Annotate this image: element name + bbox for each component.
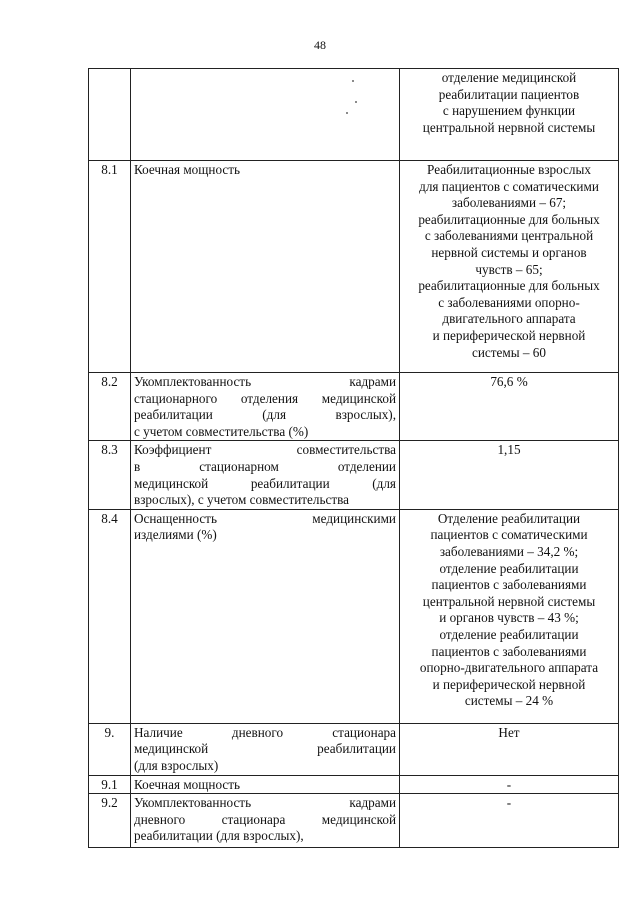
indicator-value <box>400 775 619 794</box>
indicator-value-line: реабилитационные для больных <box>418 278 600 294</box>
indicator-name-line: Оснащенность медицинскими <box>134 510 396 526</box>
indicator-name-line: Наличие дневного стационара <box>134 724 396 740</box>
indicator-value-line: и органов чувств – 43 %; <box>439 610 579 626</box>
table-row <box>89 161 619 373</box>
table-row <box>89 794 619 848</box>
indicator-name-line: Коэффициент совместительства <box>134 442 396 458</box>
indicator-value-line: пациентов с заболеваниями <box>431 577 587 593</box>
row-number: 8.4 <box>89 509 131 723</box>
scan-speck <box>355 101 357 103</box>
indicator-name-line: Укомплектованность кадрами <box>134 795 396 811</box>
indicator-name <box>131 373 400 441</box>
indicator-name-line: стационарного отделения медицинской <box>134 390 396 406</box>
indicator-value-line: отделение реабилитации <box>439 626 579 642</box>
indicator-value-line: отделение медицинской <box>441 70 577 85</box>
indicator-value-line: заболеваниями – 34,2 %; <box>439 543 579 559</box>
indicator-value <box>400 441 619 509</box>
row-number: 8.3 <box>89 441 131 509</box>
indicator-value <box>400 794 619 848</box>
indicator-name-line: реабилитации (для взрослых), <box>134 407 396 423</box>
table-row <box>89 441 619 509</box>
indicator-value-line: - <box>506 795 512 811</box>
indicator-value-line: центральной нервной системы <box>422 119 596 135</box>
indicator-value-line: двигательного аппарата <box>442 311 576 327</box>
report-table <box>88 68 619 848</box>
indicator-value-line: опорно-двигательного аппарата <box>419 660 599 676</box>
indicator-value-line: системы – 24 % <box>464 693 554 709</box>
indicator-value-line: и периферической нервной <box>432 676 586 692</box>
indicator-name-line: реабилитации (для взрослых), <box>134 828 304 844</box>
indicator-name-line: Коечная мощность <box>134 162 241 177</box>
indicator-value <box>400 509 619 723</box>
indicator-name-line: Коечная мощность <box>134 776 241 792</box>
page-number: 48 <box>314 38 326 52</box>
table-row <box>89 775 619 794</box>
indicator-value-line: с заболеваниями опорно- <box>438 294 580 310</box>
indicator-name <box>131 775 400 794</box>
indicator-value-line: нервной системы и органов <box>431 244 587 260</box>
indicator-value-line: чувств – 65; <box>475 261 543 277</box>
indicator-value-line: - <box>506 776 512 792</box>
table-row <box>89 373 619 441</box>
indicator-value <box>400 161 619 373</box>
indicator-name-line: взрослых), с учетом совместительства <box>134 492 350 508</box>
indicator-name <box>131 441 400 509</box>
indicator-value-line: пациентов с заболеваниями <box>431 643 587 659</box>
scan-speck <box>346 112 348 114</box>
scan-speck <box>352 80 354 82</box>
row-number: 9. <box>89 723 131 775</box>
indicator-value <box>400 373 619 441</box>
indicator-value-line: и периферической нервной <box>432 327 586 343</box>
row-number: 8.2 <box>89 373 131 441</box>
indicator-name <box>131 723 400 775</box>
indicator-value-line: Реабилитационные взрослых <box>427 162 591 177</box>
row-number <box>89 69 131 161</box>
indicator-name <box>131 69 400 161</box>
indicator-name-line: в стационарном отделении <box>134 458 396 474</box>
indicator-value-line: с заболеваниями центральной <box>424 228 594 244</box>
indicator-name <box>131 509 400 723</box>
row-number: 9.1 <box>89 775 131 794</box>
indicator-name-line: (для взрослых) <box>134 757 219 773</box>
indicator-value-line: 76,6 % <box>490 374 528 389</box>
indicator-value-line: Нет <box>498 724 520 740</box>
indicator-value-line: системы – 60 <box>472 344 546 360</box>
indicator-value <box>400 723 619 775</box>
indicator-value-line: реабилитации пациентов <box>438 86 580 102</box>
indicator-name <box>131 161 400 373</box>
indicator-name-line: Укомплектованность кадрами <box>134 374 396 389</box>
indicator-value-line: реабилитационные для больных <box>418 211 600 227</box>
indicator-value <box>400 69 619 161</box>
indicator-name <box>131 794 400 848</box>
indicator-value-line: Отделение реабилитации <box>437 510 581 526</box>
indicator-value-line: заболеваниями – 67; <box>451 195 567 211</box>
row-number: 9.2 <box>89 794 131 848</box>
indicator-name-line: дневного стационара медицинской <box>134 811 396 827</box>
row-number: 8.1 <box>89 161 131 373</box>
table-row <box>89 723 619 775</box>
indicator-value-line: 1,15 <box>497 442 521 458</box>
indicator-name-line: с учетом совместительства (%) <box>134 423 309 439</box>
indicator-value-line: пациентов с соматическими <box>430 527 588 543</box>
table-row <box>89 509 619 723</box>
indicator-name-line: изделиями (%) <box>134 527 217 543</box>
indicator-value-line: с нарушением функции <box>442 103 576 119</box>
indicator-value-line: центральной нервной системы <box>422 593 596 609</box>
indicator-value-line: для пациентов с соматическими <box>419 178 599 194</box>
indicator-name-line: медицинской реабилитации (для <box>134 475 396 491</box>
table-row <box>89 69 619 161</box>
indicator-name-line: медицинской реабилитации <box>134 741 396 757</box>
indicator-value-line: отделение реабилитации <box>439 560 579 576</box>
